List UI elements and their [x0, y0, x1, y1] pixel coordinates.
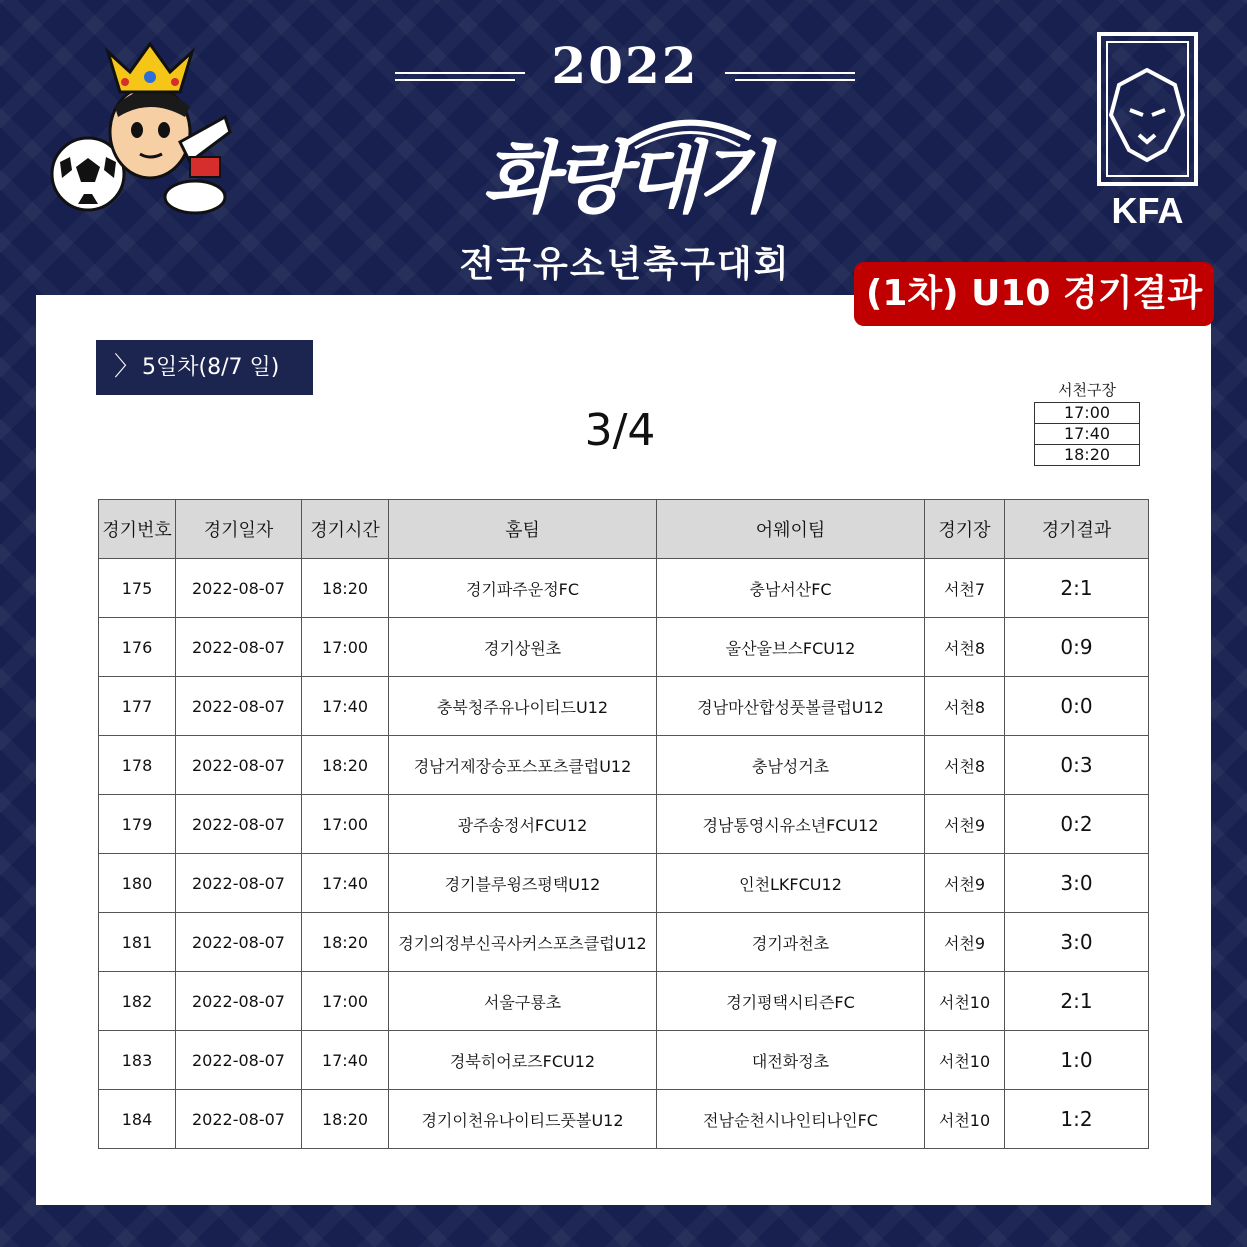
match-date-cell: 2022-08-07 [176, 1090, 302, 1149]
match-date-cell: 2022-08-07 [176, 972, 302, 1031]
header-match-number: 경기번호 [99, 500, 176, 559]
venue-cell: 서천9 [925, 913, 1005, 972]
table-row [99, 795, 1149, 854]
home-team-cell: 경기파주운정FC [389, 559, 657, 618]
venue-time-slot: 17:00 [1034, 402, 1140, 424]
score-cell: 0:0 [1005, 677, 1149, 736]
venue-cell: 서천10 [925, 1031, 1005, 1090]
away-team-cell: 충남성거초 [657, 736, 925, 795]
match-time-cell: 17:40 [302, 1031, 389, 1090]
results-table [98, 499, 1149, 1149]
match-number-cell: 177 [99, 677, 176, 736]
score-cell: 0:3 [1005, 736, 1149, 795]
match-date-cell: 2022-08-07 [176, 854, 302, 913]
table-row [99, 559, 1149, 618]
table-row [99, 913, 1149, 972]
away-team-cell: 충남서산FC [657, 559, 925, 618]
mascot-illustration [40, 22, 240, 222]
home-team-cell: 서울구룡초 [389, 972, 657, 1031]
venue-cell: 서천8 [925, 618, 1005, 677]
home-team-cell: 경기블루윙즈평택U12 [389, 854, 657, 913]
match-number-cell: 179 [99, 795, 176, 854]
header-home-team: 홈팀 [389, 500, 657, 559]
home-team-cell: 경남거제장승포스포츠클럽U12 [389, 736, 657, 795]
header-match-date: 경기일자 [176, 500, 302, 559]
match-number-cell: 180 [99, 854, 176, 913]
score-cell: 3:0 [1005, 913, 1149, 972]
home-team-cell: 경기의정부신곡사커스포츠클럽U12 [389, 913, 657, 972]
home-team-cell: 경기상원초 [389, 618, 657, 677]
table-row [99, 1090, 1149, 1149]
event-header [390, 28, 860, 288]
match-date-cell: 2022-08-07 [176, 795, 302, 854]
tiger-emblem-icon [1095, 30, 1200, 190]
match-number-cell: 183 [99, 1031, 176, 1090]
table-row [99, 1031, 1149, 1090]
venue-cell: 서천9 [925, 795, 1005, 854]
home-team-cell: 광주송정서FCU12 [389, 795, 657, 854]
away-team-cell: 전남순천시나인티나인FC [657, 1090, 925, 1149]
table-row [99, 972, 1149, 1031]
match-time-cell: 18:20 [302, 559, 389, 618]
table-row [99, 677, 1149, 736]
away-team-cell: 경기평택시티즌FC [657, 972, 925, 1031]
match-time-cell: 17:00 [302, 972, 389, 1031]
match-number-cell: 175 [99, 559, 176, 618]
away-team-cell: 대전화정초 [657, 1031, 925, 1090]
score-cell: 3:0 [1005, 854, 1149, 913]
venue-cell: 서천8 [925, 677, 1005, 736]
header-result: 경기결과 [1005, 500, 1149, 559]
score-cell: 1:2 [1005, 1090, 1149, 1149]
away-team-cell: 인천LKFCU12 [657, 854, 925, 913]
match-time-cell: 17:00 [302, 618, 389, 677]
away-team-cell: 경남통영시유소년FCU12 [657, 795, 925, 854]
match-number-cell: 182 [99, 972, 176, 1031]
home-team-cell: 충북청주유나이티드U12 [389, 677, 657, 736]
match-time-cell: 17:40 [302, 677, 389, 736]
away-team-cell: 울산울브스FCU12 [657, 618, 925, 677]
venue-cell: 서천10 [925, 972, 1005, 1031]
score-cell: 0:9 [1005, 618, 1149, 677]
header-venue: 경기장 [925, 500, 1005, 559]
venue-cell: 서천8 [925, 736, 1005, 795]
match-time-cell: 18:20 [302, 1090, 389, 1149]
score-cell: 2:1 [1005, 559, 1149, 618]
score-cell: 2:1 [1005, 972, 1149, 1031]
match-date-cell: 2022-08-07 [176, 677, 302, 736]
match-number-cell: 178 [99, 736, 176, 795]
venue-cell: 서천10 [925, 1090, 1005, 1149]
match-time-cell: 18:20 [302, 736, 389, 795]
kfa-logo: KFA [1095, 30, 1200, 235]
event-year: 2022 [551, 36, 699, 95]
match-date-cell: 2022-08-07 [176, 913, 302, 972]
table-row [99, 854, 1149, 913]
match-date-cell: 2022-08-07 [176, 618, 302, 677]
venue-schedule [1034, 378, 1140, 466]
table-row [99, 618, 1149, 677]
table-header-row [99, 500, 1149, 559]
calligraphy-title: 화랑대기 [450, 98, 800, 238]
chevron-right-icon: 〉 [114, 352, 141, 382]
match-time-cell: 17:00 [302, 795, 389, 854]
match-time-cell: 17:40 [302, 854, 389, 913]
venue-cell: 서천7 [925, 559, 1005, 618]
match-number-cell: 181 [99, 913, 176, 972]
match-number-cell: 176 [99, 618, 176, 677]
year-banner [390, 36, 860, 96]
table-row [99, 736, 1149, 795]
venue-time-slot: 17:40 [1034, 423, 1140, 445]
result-title-badge: (1차) U10 경기결과 [854, 262, 1214, 326]
match-time-cell: 18:20 [302, 913, 389, 972]
home-team-cell: 경기이천유나이티드풋볼U12 [389, 1090, 657, 1149]
page-indicator: 3/4 [584, 405, 656, 456]
match-date-cell: 2022-08-07 [176, 1031, 302, 1090]
header-match-time: 경기시간 [302, 500, 389, 559]
home-team-cell: 경북히어로즈FCU12 [389, 1031, 657, 1090]
match-date-cell: 2022-08-07 [176, 559, 302, 618]
score-cell: 0:2 [1005, 795, 1149, 854]
match-date-cell: 2022-08-07 [176, 736, 302, 795]
venue-cell: 서천9 [925, 854, 1005, 913]
venue-title: 서천구장 [1058, 381, 1116, 399]
away-team-cell: 경기과천초 [657, 913, 925, 972]
venue-time-slot: 18:20 [1034, 444, 1140, 466]
header-away-team: 어웨이팀 [657, 500, 925, 559]
match-number-cell: 184 [99, 1090, 176, 1149]
day-label: 5일차(8/7 일) [142, 355, 280, 380]
day-badge [96, 340, 313, 395]
event-subtitle: 전국유소년축구대회 [459, 244, 791, 285]
score-cell: 1:0 [1005, 1031, 1149, 1090]
away-team-cell: 경남마산합성풋볼클럽U12 [657, 677, 925, 736]
